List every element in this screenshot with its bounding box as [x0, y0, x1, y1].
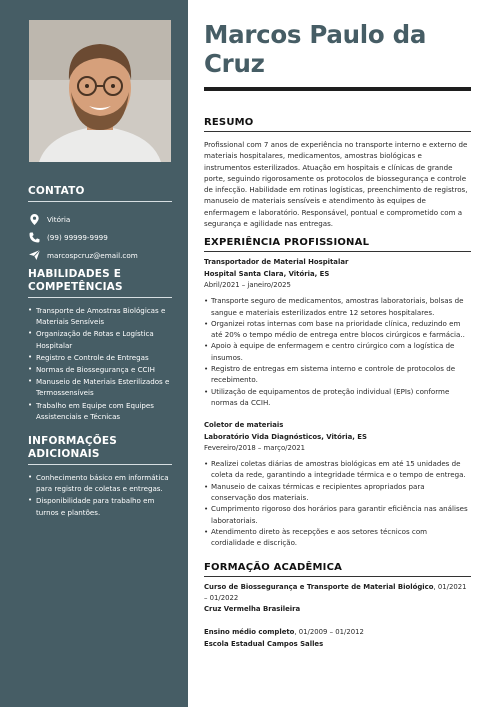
main-content [204, 20, 471, 650]
list-item: • Utilização de equipamentos de proteção individual (EPIs) conforme normas da CCIH. [204, 386, 471, 409]
job-role: Coletor de materiais [204, 421, 284, 430]
job-entry [204, 420, 471, 548]
location-pin-icon [28, 213, 40, 225]
job-bullets [204, 458, 471, 548]
name-line-1: Marcos Paulo da [204, 20, 427, 49]
additional-section [28, 435, 172, 519]
summary-divider [204, 131, 471, 132]
job-dates: Fevereiro/2018 – março/2021 [204, 443, 306, 452]
list-item: • Trabalho em Equipe com Equipes Assistenciais e Técnicas [28, 400, 172, 422]
contact-divider [28, 201, 172, 202]
sidebar [0, 0, 188, 707]
candidate-name [204, 20, 471, 78]
experience-section [204, 237, 471, 548]
name-line-2: Cruz [204, 49, 265, 78]
profile-photo [29, 20, 171, 162]
education-entry [204, 582, 471, 616]
list-item: • Registro e Controle de Entregas [28, 352, 172, 363]
list-item: • Manuseio de caixas térmicas e recipientes apropriados para conservação dos materiais. [204, 481, 471, 504]
list-item: • Atendimento direto às recepções e aos setores técnicos com cordialidade e discrição. [204, 526, 471, 549]
skills-title: HABILIDADES E COMPETÊNCIAS [28, 268, 123, 293]
skills-section [28, 268, 172, 423]
list-item: • Conhecimento básico em informática para registro de coletas e entregas. [28, 472, 172, 494]
job-bullets [204, 295, 471, 408]
job-place: Hospital Santa Clara, Vitória, ES [204, 269, 330, 278]
list-item: • Disponibilidade para trabalho em turnos e plantões. [28, 495, 172, 517]
additional-divider [28, 464, 172, 465]
list-item: • Transporte de Amostras Biológicas e Materiais Sensíveis [28, 305, 172, 327]
education-title: FORMAÇÃO ACADÊMICA [204, 561, 343, 573]
list-item: • Normas de Biossegurança e CCIH [28, 364, 172, 375]
education-entry [204, 627, 471, 650]
experience-divider [204, 251, 471, 252]
contact-title: CONTATO [28, 185, 85, 197]
contact-phone [28, 229, 172, 245]
list-item: • Organizei rotas internas com base na prioridade clínica, reduzindo em até 20% o tempo médio de entrega entre blocos cirúrgicos e farmácia.. [204, 318, 471, 341]
education-dates: , 01/2021 – 01/2022 [204, 582, 467, 602]
list-item: • Registro de entregas em sistema interno e controle de protocolos de recebimento. [204, 363, 471, 386]
list-item: • Cumprimento rigoroso dos horários para garantir eficiência nas análises laboratoriais. [204, 503, 471, 526]
additional-list [28, 472, 172, 518]
summary-text: Profissional com 7 anos de experiência no transporte interno e externo de materiais hospitalares, medicamentos, amostras biológicas e instrumentos esterilizados. Atuação em hospitais e clínicas de grande porte, seguindo rigorosamente os protocolos de biossegurança e controle de infecção. Habilidade em rotinas logísticas, preenchimento de registros, manuseio de materiais sensíveis e atendimento às equipes de enfermagem e laboratório. Responsável, pontual e comprometido com a segurança e agilidade nas entregas. [204, 140, 468, 229]
send-icon [28, 249, 40, 261]
phone-icon [28, 231, 40, 243]
job-place: Laboratório Vida Diagnósticos, Vitória, ES [204, 432, 367, 441]
list-item: • Apoio à equipe de enfermagem e centro cirúrgico com a logística de insumos. [204, 340, 471, 363]
list-item: • Organização de Rotas e Logística Hospitalar [28, 328, 172, 350]
education-section [204, 562, 471, 650]
education-divider [204, 576, 471, 577]
experience-title: EXPERIÊNCIA PROFISSIONAL [204, 237, 370, 249]
additional-title: INFORMAÇÕES ADICIONAIS [28, 435, 118, 460]
list-item: • Transporte seguro de medicamentos, amostras laboratoriais, bolsas de sangue e materiais esterilizados entre 12 setores hospitalares. [204, 295, 471, 318]
contact-email-text[interactable]: marcospcruz@email.com [47, 250, 138, 260]
contact-location [28, 211, 172, 227]
summary-title: RESUMO [204, 117, 254, 128]
contact-section [28, 185, 172, 263]
skills-list [28, 305, 172, 422]
name-divider [204, 87, 471, 91]
education-school: Cruz Vermelha Brasileira [204, 605, 301, 614]
contact-phone-text: (99) 99999-9999 [47, 232, 108, 242]
job-role: Transportador de Material Hospitalar [204, 258, 349, 267]
education-course: Ensino médio completo [204, 628, 295, 637]
education-school: Escola Estadual Campos Salles [204, 639, 324, 648]
contact-location-text: Vitória [47, 214, 71, 224]
list-item: • Realizei coletas diárias de amostras biológicas em até 15 unidades de coleta da rede, garantindo a integridade térmica e o tempo de entrega. [204, 458, 471, 481]
education-course: Curso de Biossegurança e Transporte de Material Biológico [204, 582, 434, 591]
job-dates: Abril/2021 – janeiro/2025 [204, 280, 291, 289]
skills-divider [28, 297, 172, 298]
education-dates: , 01/2009 – 01/2012 [294, 628, 364, 637]
summary-section [204, 117, 471, 229]
contact-email [28, 247, 172, 263]
job-entry [204, 257, 471, 408]
list-item: • Manuseio de Materiais Esterilizados e Termossensíveis [28, 376, 172, 398]
